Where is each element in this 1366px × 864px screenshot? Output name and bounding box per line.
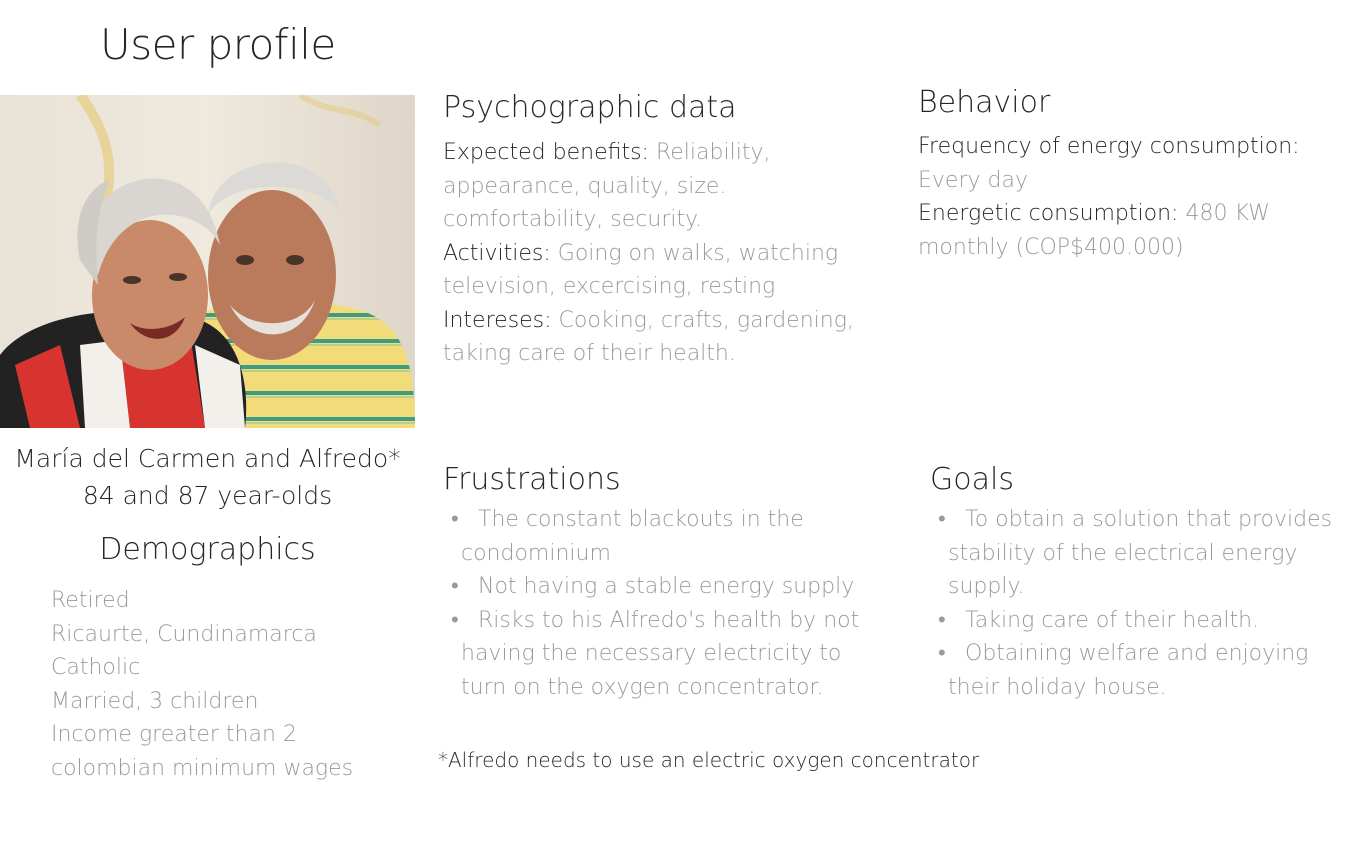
persona-caption [0, 440, 415, 514]
psychographic-heading: Psychographic data [443, 90, 737, 125]
list-item [443, 570, 873, 604]
frustration-text: Risks to his Alfredo's health by not having the necessary electricity to turn on the oxygen concentrator. [461, 607, 860, 700]
footnote: *Alfredo needs to use an electric oxygen concentrator [438, 748, 980, 772]
page-title: User profile [100, 20, 336, 69]
goals-list [930, 503, 1350, 704]
expected-benefits-label: Expected benefits: [443, 140, 649, 165]
couple-photo-icon [0, 95, 415, 428]
persona-ages: 84 and 87 year-olds [82, 481, 333, 510]
activities [443, 237, 873, 304]
consumption-label: Energetic consumption: [918, 201, 1179, 226]
interests-value: Cooking, crafts, gardening, taking care of their health. [443, 307, 854, 366]
behavior-heading: Behavior [918, 85, 1051, 120]
frustration-text: The constant blackouts in the condominium [461, 507, 804, 566]
list-item [443, 503, 873, 570]
bullet-icon: • [451, 507, 459, 532]
goal-text: Obtaining welfare and enjoying their holiday house. [948, 641, 1309, 700]
frustrations-list [443, 503, 873, 704]
frequency-value: Every day [918, 167, 1028, 193]
list-item [930, 503, 1350, 604]
demographics-item: Catholic [51, 655, 141, 680]
persona-names: María del Carmen and Alfredo* [14, 444, 401, 473]
bullet-icon: • [938, 507, 946, 532]
interests [443, 304, 873, 371]
list-item [930, 637, 1350, 704]
demographics-item: Married, 3 children [51, 688, 259, 714]
demographics-item: colombian minimum wages [51, 755, 354, 781]
goal-text: Taking care of their health. [965, 607, 1260, 633]
goals-heading: Goals [930, 462, 1014, 497]
interests-label: Intereses: [443, 307, 552, 333]
frequency-label: Frequency of energy consumption: [918, 134, 1300, 159]
demographics-item: Retired [51, 588, 130, 613]
persona-photo [0, 95, 415, 428]
goal-text: To obtain a solution that provides stability of the electrical energy supply. [948, 507, 1333, 599]
bullet-icon: • [451, 607, 459, 633]
consumption [918, 197, 1338, 264]
consumption-value: 480 KW monthly (COP$400.000) [918, 201, 1270, 260]
frustration-text: Not having a stable energy supply [478, 574, 855, 599]
activities-value: Going on walks, watching television, excercising, resting [443, 240, 839, 299]
demographics-item: Income greater than 2 [51, 722, 297, 747]
expected-benefits-value: Reliability, appearance, quality, size. comfortability, security. [443, 140, 771, 232]
behavior-body [918, 130, 1338, 264]
expected-benefits [443, 136, 873, 237]
demographics-item: Ricaurte, Cundinamarca [51, 621, 317, 647]
bullet-icon: • [938, 641, 946, 666]
psychographic-body [443, 136, 873, 371]
demographics-list [51, 584, 391, 785]
demographics-heading: Demographics [99, 532, 316, 567]
bullet-icon: • [938, 607, 946, 633]
bullet-icon: • [451, 574, 459, 599]
list-item [443, 604, 873, 705]
list-item [930, 604, 1350, 638]
frustrations-heading: Frustrations [443, 462, 621, 497]
activities-label: Activities: [443, 240, 551, 266]
